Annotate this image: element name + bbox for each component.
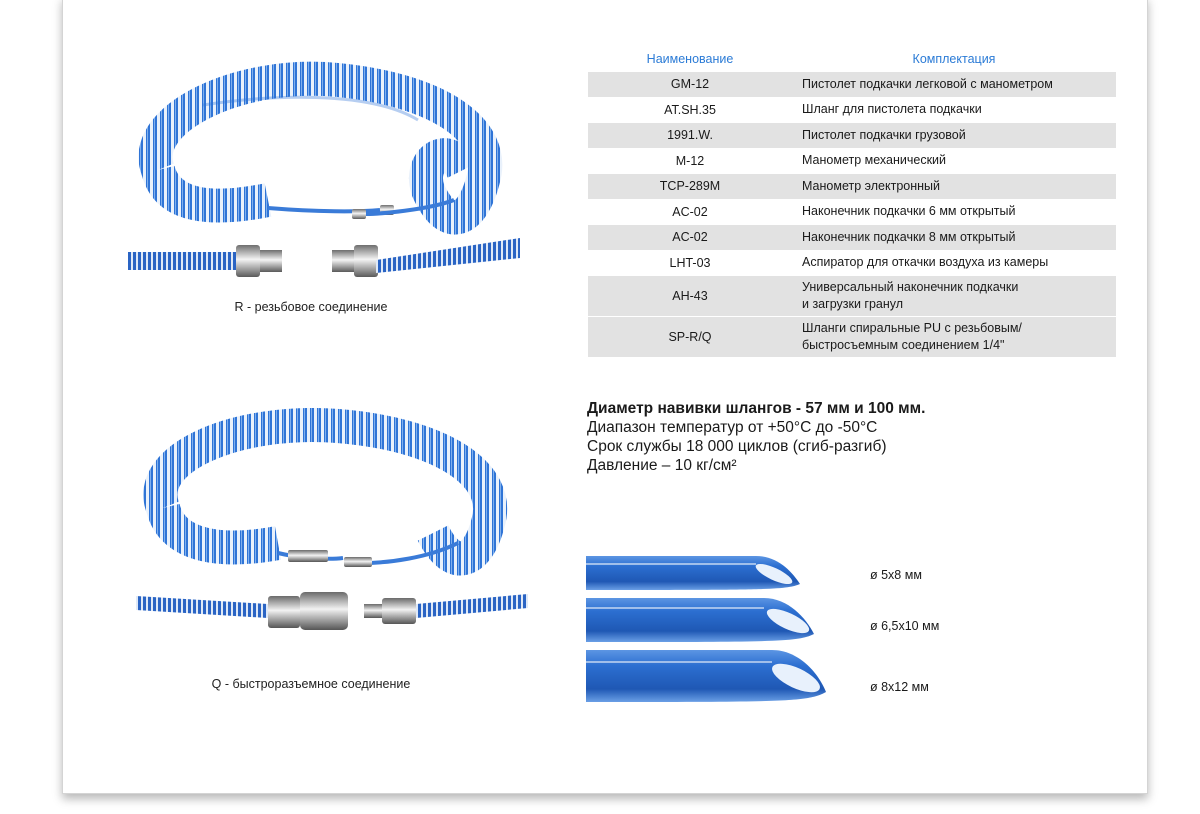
threaded-caption: R - резьбовое соединение xyxy=(234,300,388,314)
item-desc: Наконечник подкачки 8 мм открытый xyxy=(792,225,1116,251)
service-life-spec: Срок службы 18 000 циклов (сгиб-разгиб) xyxy=(587,438,887,455)
item-desc-line2: быстросъемным соединением 1/4" xyxy=(802,338,1005,352)
item-code: LHT-03 xyxy=(588,250,792,276)
threaded-hose-photo xyxy=(118,60,520,306)
item-desc: Пистолет подкачки грузовой xyxy=(792,123,1116,149)
col-header-name: Наименование xyxy=(646,52,734,66)
item-desc: Наконечник подкачки 6 мм открытый xyxy=(792,199,1116,225)
table-row xyxy=(588,250,1116,276)
item-desc: Манометр механический xyxy=(792,148,1116,174)
item-code: AC-02 xyxy=(588,199,792,225)
hose-specs xyxy=(587,399,925,475)
hose-diameters-photo xyxy=(586,550,832,708)
item-desc: Пистолет подкачки легковой с манометром xyxy=(792,72,1116,97)
col-header-kit: Комплектация xyxy=(912,52,996,66)
components-table xyxy=(588,46,1116,358)
item-desc: Шланг для пистолета подкачки xyxy=(792,97,1116,123)
item-code: AC-02 xyxy=(588,225,792,251)
quick-connect-caption: Q - быстроразъемное соединение xyxy=(211,677,411,691)
table-row xyxy=(588,276,1116,317)
pressure-spec: Давление – 10 кг/см² xyxy=(587,457,737,474)
item-code: SP-R/Q xyxy=(588,317,792,358)
diameter-label-6-5x10: ø 6,5x10 мм xyxy=(870,619,940,633)
item-code: AH-43 xyxy=(588,276,792,317)
table-row xyxy=(588,97,1116,123)
item-code: 1991.W. xyxy=(588,123,792,149)
item-desc: Аспиратор для откачки воздуха из камеры xyxy=(792,250,1116,276)
item-desc-line2: и загрузки гранул xyxy=(802,297,904,311)
table-row xyxy=(588,199,1116,225)
item-code: AT.SH.35 xyxy=(588,97,792,123)
item-desc xyxy=(792,317,1116,358)
item-code: GM-12 xyxy=(588,72,792,97)
item-desc-line1: Шланги спиральные PU с резьбовым/ xyxy=(802,321,1022,335)
table-header-row xyxy=(588,46,1116,72)
table-row xyxy=(588,225,1116,251)
item-code: M-12 xyxy=(588,148,792,174)
item-desc xyxy=(792,276,1116,317)
table-row xyxy=(588,317,1116,358)
quick-connect-hose-photo xyxy=(128,408,528,674)
diameter-label-8x12: ø 8x12 мм xyxy=(870,680,929,694)
table-row xyxy=(588,72,1116,97)
coil-diameter-spec: Диаметр навивки шлангов - 57 мм и 100 мм. xyxy=(587,400,926,417)
diameter-label-5x8: ø 5x8 мм xyxy=(870,568,922,582)
table-row xyxy=(588,148,1116,174)
item-desc-line1: Универсальный наконечник подкачки xyxy=(802,280,1019,294)
item-desc: Манометр электронный xyxy=(792,174,1116,200)
table-row xyxy=(588,174,1116,200)
table-row xyxy=(588,123,1116,149)
temperature-spec: Диапазон температур от +50°C до -50°C xyxy=(587,419,878,436)
item-code: TCP-289M xyxy=(588,174,792,200)
